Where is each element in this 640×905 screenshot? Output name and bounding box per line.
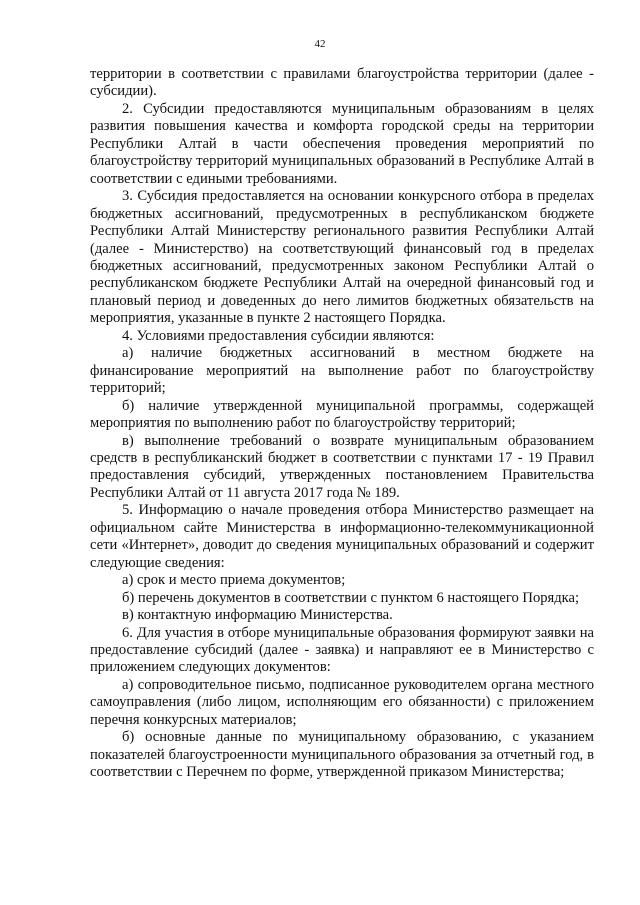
paragraph: 2. Субсидии предоставляются муниципальным образованиям в целях развития повышения качества и комфорта городской среды на территории Республики Алтай в части обеспечения проведения мероприятий по благоустройству территорий муниципальных образований в Республике Алтай в соответствии с едиными требованиями. <box>90 100 594 187</box>
paragraph: б) наличие утвержденной муниципальной программы, содержащей мероприятия по выполнению работ по благоустройству территорий; <box>90 397 594 432</box>
page-number: 42 <box>314 38 326 50</box>
paragraph: 6. Для участия в отборе муниципальные образования формируют заявки на предоставление субсидий (далее - заявка) и направляют ее в Министерство с приложением следующих документов: <box>90 624 594 676</box>
document-body <box>90 66 594 782</box>
paragraph: а) сопроводительное письмо, подписанное руководителем органа местного самоуправления (либо лицом, исполняющим его обязанности) с приложением перечня конкурсных материалов; <box>90 676 594 728</box>
paragraph: в) контактную информацию Министерства. <box>122 607 393 624</box>
paragraph: а) срок и место приема документов; <box>122 572 346 589</box>
paragraph: б) перечень документов в соответствии с пунктом 6 настоящего Порядка; <box>122 589 580 606</box>
paragraph: 5. Информацию о начале проведения отбора Министерство размещает на официальном сайте Министерства в информационно-телекоммуникационной сети «Интернет», доводит до сведения муниципальных образований и содержит следующие сведения: <box>90 502 594 571</box>
paragraph: а) наличие бюджетных ассигнований в местном бюджете на финансирование мероприятий на выполнение работ по благоустройству территорий; <box>90 345 594 397</box>
paragraph: в) выполнение требований о возврате муниципальным образованием средств в республиканский бюджет в соответствии с пунктами 17 - 19 Правил предоставления субсидий, утвержденных постановлением Правительства Республики Алтай от 11 августа 2017 года № 189. <box>90 432 594 501</box>
paragraph: б) основные данные по муниципальному образованию, с указанием показателей благоустроенности муниципального образования за отчетный год, в соответствии с Перечнем по форме, утвержденной приказом Министерства; <box>90 729 594 781</box>
paragraph: территории в соответствии с правилами благоустройства территории (далее - субсидии). <box>90 66 594 100</box>
paragraph: 3. Субсидия предоставляется на основании конкурсного отбора в пределах бюджетных ассигнований, предусмотренных в республиканском бюджете Республики Алтай Министерству регионального развития Республики Алтай (далее - Министерство) на соответствующий финансовый год в пределах бюджетных ассигнований, предусмотренных законом Республики Алтай о республиканском бюджете Республики Алтай на очередной финансовый год и плановый период и доведенных до него лимитов бюджетных обязательств на мероприятия, указанные в пункте 2 настоящего Порядка. <box>90 188 594 327</box>
paragraph: 4. Условиями предоставления субсидии являются: <box>122 327 435 344</box>
